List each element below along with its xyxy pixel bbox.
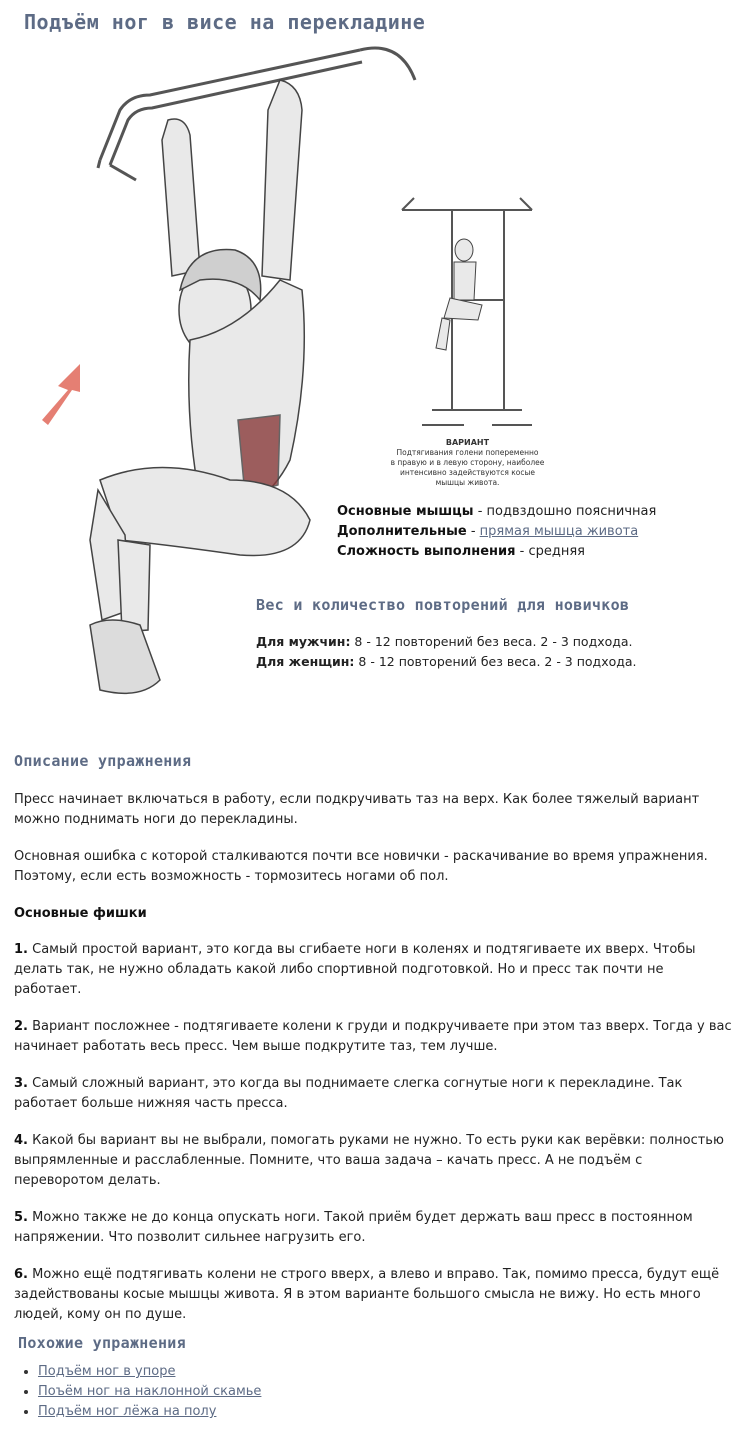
tip-text: Самый простой вариант, это когда вы сгибаете ноги в коленях и подтягиваете их вверх. Чтобы делать так, не нужно обладать какой либо спортивной подготовкой. Но и пресс так почти не работает. [14,942,696,997]
weights-info [256,632,637,672]
tip-item [14,1074,734,1114]
tips-heading-text: Основные фишки [14,906,147,921]
muscles-info [337,502,656,562]
tip-number: 6. [14,1267,28,1282]
tip-item [14,1265,734,1325]
related-link[interactable]: Подъём ног в упоре [38,1364,176,1379]
primary-muscles-value: - подвздошно поясничная [473,504,657,519]
description-paragraph: Основная ошибка с которой сталкиваются почти все новички - раскачивание во время упражнения. Поэтому, если есть возможность - тормозитесь ногами об пол. [14,849,708,884]
tip-number: 2. [14,1019,28,1034]
tip-number: 4. [14,1133,28,1148]
variant-heading: ВАРИАНТ [445,438,490,447]
men-value: 8 - 12 повторений без веса. 2 - 3 подхода. [350,634,633,649]
variant-caption-line: Подтягивания голени попеременно [396,448,539,457]
men-label: Для мужчин: [256,634,351,649]
related-list [22,1362,261,1422]
primary-muscles-label: Основные мышцы [337,504,474,519]
tip-text: Самый сложный вариант, это когда вы поднимаете слегка согнутые ноги к перекладине. Так работает больше нижняя часть пресса. [14,1076,683,1111]
variant-caption-line: в правую и в левую сторону, наиболее [390,458,545,467]
related-link[interactable]: Поъём ног на наклонной скамье [38,1384,262,1399]
secondary-muscles-label: Дополнительные [337,524,467,539]
tip-item [14,940,734,1000]
difficulty-label: Сложность выполнения [337,544,516,559]
related-link[interactable]: Подъём ног лёжа на полу [38,1404,217,1419]
tip-number: 3. [14,1076,28,1091]
women-label: Для женщин: [256,654,355,669]
separator: - [466,524,480,539]
page-title: Подъём ног в висе на перекладине [24,10,426,34]
variant-caption-line: интенсивно задействуются косые [399,468,536,477]
weights-heading: Вес и количество повторений для новичков [256,596,630,614]
variant-caption-line: мышцы живота. [435,478,500,487]
tip-text: Вариант посложнее - подтягиваете колени к груди и подкручиваете при этом таз вверх. Тогда у вас начинает работать весь пресс. Чем выше подкрутите таз, тем лучше. [14,1019,732,1054]
list-item [38,1382,261,1402]
list-item [38,1362,261,1382]
tip-item [14,1131,734,1191]
description-paragraph: Пресс начинает включаться в работу, если подкручивать таз на верх. Как более тяжелый вариант можно поднимать ноги до перекладины. [14,792,700,827]
description-heading: Описание упражнения [14,752,192,770]
related-heading: Похожие упражнения [18,1334,186,1352]
difficulty-value: - средняя [515,544,585,559]
tip-number: 1. [14,942,28,957]
tip-number: 5. [14,1210,28,1225]
tip-text: Можно также не до конца опускать ноги. Такой приём будет держать ваш пресс в постоянном напряжении. Что позволит сильнее нагрузить его. [14,1210,693,1245]
tip-item [14,1017,734,1057]
women-value: 8 - 12 повторений без веса. 2 - 3 подхода. [354,654,637,669]
list-item [38,1402,261,1422]
tip-text: Можно ещё подтягивать колени не строго вверх, а влево и вправо. Так, помимо пресса, будут ещё задействованы косые мышцы живота. Я в этом варианте большого смысла не вижу. Но есть много людей, кому он по душе. [14,1267,720,1322]
tip-item [14,1208,734,1248]
up-arrow-icon [42,364,80,425]
secondary-muscle-link[interactable]: прямая мышца живота [479,524,639,539]
tip-text: Какой бы вариант вы не выбрали, помогать руками не нужно. То есть руки как верёвки: полностью выпрямленные и расслабленные. Помните, что ваша задача – качать пресс. А не подъём с переворотом делать. [14,1133,724,1188]
variant-caption [380,438,555,488]
tips-heading [14,904,734,924]
